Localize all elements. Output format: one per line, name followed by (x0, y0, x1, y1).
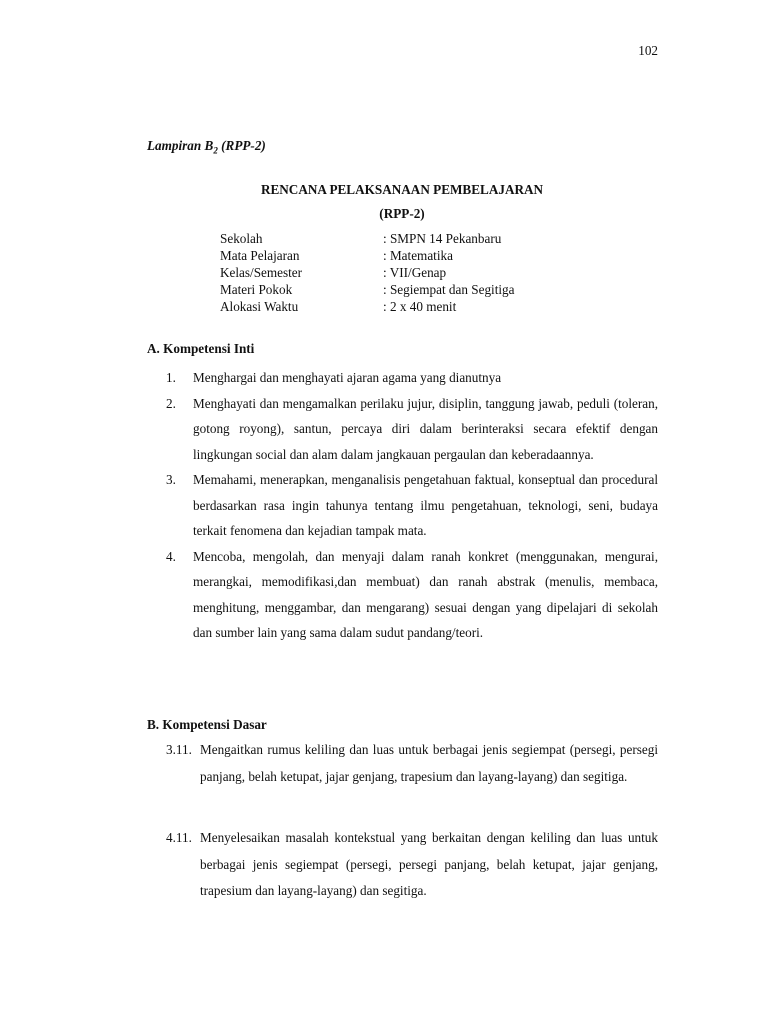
item-number: 2. (166, 395, 176, 411)
core-competency-list (166, 365, 658, 646)
identity-value: : 2 x 40 menit (383, 299, 457, 314)
identity-value: : Matematika (383, 248, 453, 263)
item-text: Menghargai dan menghayati ajaran agama yang dianutnya (193, 370, 502, 385)
document-subtitle: (RPP-2) (379, 206, 425, 221)
item-text: Memahami, menerapkan, menganalisis pengetahuan faktual, konseptual dan procedural berdasarkan rasa ingin tahunya tentang ilmu pengetahuan, teknologi, seni, budaya terkait fenomena dan kejadian tampak mata. (193, 472, 658, 538)
identity-label: Alokasi Waktu (220, 299, 299, 314)
identity-label: Sekolah (220, 231, 263, 246)
page-number: 102 (638, 43, 658, 58)
item-number: 1. (166, 370, 176, 385)
list-item (166, 391, 658, 468)
list-item (166, 737, 658, 790)
appendix-subscript: 2 (213, 145, 218, 156)
item-number: 4. (166, 548, 176, 564)
document-title: RENCANA PELAKSANAAN PEMBELAJARAN (260, 182, 544, 197)
item-number: 3.11. (166, 742, 192, 757)
item-text: Menyelesaikan masalah kontekstual yang berkaitan dengan keliling dan luas untuk berbagai jenis segiempat (persegi, persegi panjang, belah ketupat, jajar genjang, trapesium dan layang-layang) dan segitiga. (200, 830, 658, 898)
identity-row-subject (220, 247, 514, 264)
appendix-prefix: Lampiran B (147, 138, 214, 153)
section-a-heading: A. Kompetensi Inti (147, 341, 255, 356)
identity-row-school (220, 230, 514, 247)
identity-table (220, 230, 514, 315)
identity-row-class (220, 264, 514, 281)
list-item (166, 544, 658, 646)
identity-value: : SMPN 14 Pekanbaru (383, 231, 502, 246)
item-number: 3. (166, 472, 176, 487)
identity-row-topic (220, 281, 514, 298)
appendix-label (147, 138, 266, 156)
list-item (166, 467, 658, 544)
identity-value: : VII/Genap (383, 265, 447, 280)
identity-label: Mata Pelajaran (220, 248, 300, 263)
item-number: 4.11. (166, 830, 192, 845)
item-text: Menghayati dan mengamalkan perilaku jujur, disiplin, tanggung jawab, peduli (toleran, gotong royong), santun, percaya diri dalam berinteraksi secara efektif dengan lingkungan social dan alam dalam jangkauan pergaulan dan keberadaannya. (193, 395, 658, 462)
list-item (166, 365, 658, 391)
identity-label: Materi Pokok (220, 282, 293, 297)
section-b-heading: B. Kompetensi Dasar (147, 717, 267, 732)
identity-row-time (220, 298, 514, 315)
appendix-suffix: (RPP-2) (217, 138, 266, 153)
identity-label: Kelas/Semester (220, 265, 303, 280)
basic-competency-list (166, 737, 658, 790)
item-text: Mengaitkan rumus keliling dan luas untuk berbagai jenis segiempat (persegi, persegi panjang, belah ketupat, jajar genjang, trapesium dan layang-layang) dan segitiga. (200, 742, 658, 784)
basic-competency-list (166, 825, 658, 905)
identity-value: : Segiempat dan Segitiga (383, 282, 515, 297)
list-item (166, 825, 658, 905)
item-text: Mencoba, mengolah, dan menyaji dalam ranah konkret (menggunakan, mengurai, merangkai, memodifikasi,dan membuat) dan ranah abstrak (menulis, membaca, menghitung, menggambar, dan mengarang) sesuai dengan yang dipelajari di sekolah dan sumber lain yang sama dalam sudut pandang/teori. (193, 548, 658, 640)
